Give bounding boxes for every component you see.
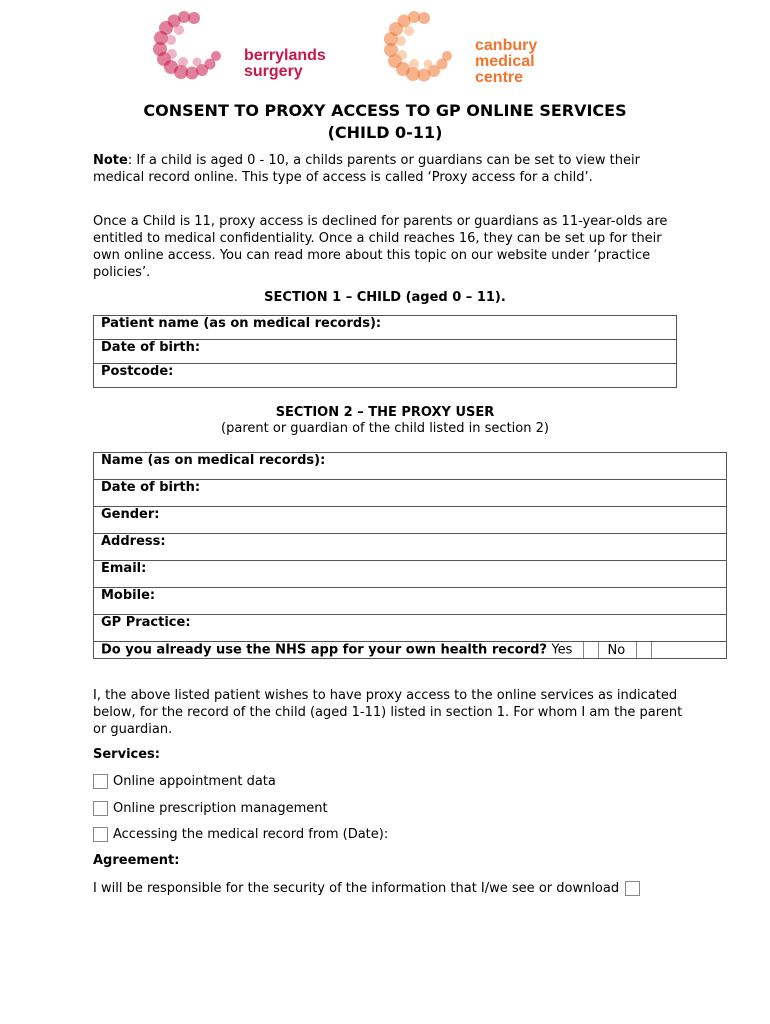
section2-subheading: (parent or guardian of the child listed in section 2) xyxy=(221,421,549,436)
child-dob-field[interactable]: Date of birth: xyxy=(94,340,677,364)
no-checkbox[interactable] xyxy=(636,642,652,658)
proxy-dob-field[interactable]: Date of birth: xyxy=(94,480,727,507)
service-label: Accessing the medical record from (Date): xyxy=(113,827,389,842)
berrylands-name: berrylands xyxy=(244,47,326,64)
section2-table xyxy=(93,452,727,659)
agreement-item xyxy=(93,880,645,897)
prescription-checkbox[interactable] xyxy=(93,801,108,816)
age-info-paragraph: Once a Child is 11, proxy access is declined for parents or guardians as 11-year-olds are entitled to medical confidentiality. Once a child reaches 16, they can be set up for their own online access. You can read more about this topic on our website under ‘practice policies’. xyxy=(93,214,668,280)
agreement-label: Agreement: xyxy=(93,853,180,868)
email-field[interactable]: Email: xyxy=(94,561,727,588)
canbury-logo xyxy=(380,8,580,88)
section1-heading: SECTION 1 – CHILD (aged 0 – 11). xyxy=(264,290,506,305)
nhs-app-row xyxy=(94,642,727,659)
note-text: : If a child is aged 0 - 10, a childs parents or guardians can be set to view their medical record online. This type of access is called ‘Proxy access for a child’. xyxy=(93,153,640,185)
yes-checkbox[interactable] xyxy=(583,642,599,658)
address-field[interactable]: Address: xyxy=(94,534,727,561)
canbury-subtitle-1: medical xyxy=(475,53,535,70)
medical-record-checkbox[interactable] xyxy=(93,827,108,842)
canbury-name: canbury xyxy=(475,37,538,54)
service-item xyxy=(93,800,328,817)
patient-name-field[interactable]: Patient name (as on medical records): xyxy=(94,316,677,340)
postcode-field[interactable]: Postcode: xyxy=(94,364,677,388)
yes-label: Yes xyxy=(551,642,573,658)
proxy-name-field[interactable]: Name (as on medical records): xyxy=(94,453,727,480)
canbury-ring-icon xyxy=(380,8,462,84)
no-label: No xyxy=(607,642,626,658)
service-item xyxy=(93,826,388,843)
page-title-line1: CONSENT TO PROXY ACCESS TO GP ONLINE SERVICES xyxy=(143,101,627,120)
page-title-line2: (CHILD 0-11) xyxy=(327,123,443,142)
consent-paragraph: I, the above listed patient wishes to have proxy access to the online services as indicated below, for the record of the child (aged 1-11) listed in section 1. For whom I am the parent or guardian. xyxy=(93,688,683,737)
service-label: Online prescription management xyxy=(113,801,328,816)
section1-table xyxy=(93,315,677,388)
services-label: Services: xyxy=(93,747,160,762)
mobile-field[interactable]: Mobile: xyxy=(94,588,727,615)
gp-practice-field[interactable]: GP Practice: xyxy=(94,615,727,642)
note-paragraph xyxy=(93,152,683,186)
canbury-subtitle-2: centre xyxy=(475,69,524,86)
berrylands-subtitle: surgery xyxy=(244,63,303,80)
section2-heading: SECTION 2 – THE PROXY USER xyxy=(275,405,495,420)
nhs-app-question: Do you already use the NHS app for your own health record? xyxy=(101,642,547,658)
berrylands-ring-icon xyxy=(150,8,230,80)
service-label: Online appointment data xyxy=(113,774,276,789)
berrylands-logo xyxy=(150,8,350,80)
service-item xyxy=(93,773,276,790)
page-title xyxy=(0,100,770,144)
gender-field[interactable]: Gender: xyxy=(94,507,727,534)
agreement-text: I will be responsible for the security of the information that I/we see or download xyxy=(93,881,620,896)
agreement-checkbox[interactable] xyxy=(625,881,640,896)
appointment-checkbox[interactable] xyxy=(93,774,108,789)
note-label: Note xyxy=(93,153,128,168)
